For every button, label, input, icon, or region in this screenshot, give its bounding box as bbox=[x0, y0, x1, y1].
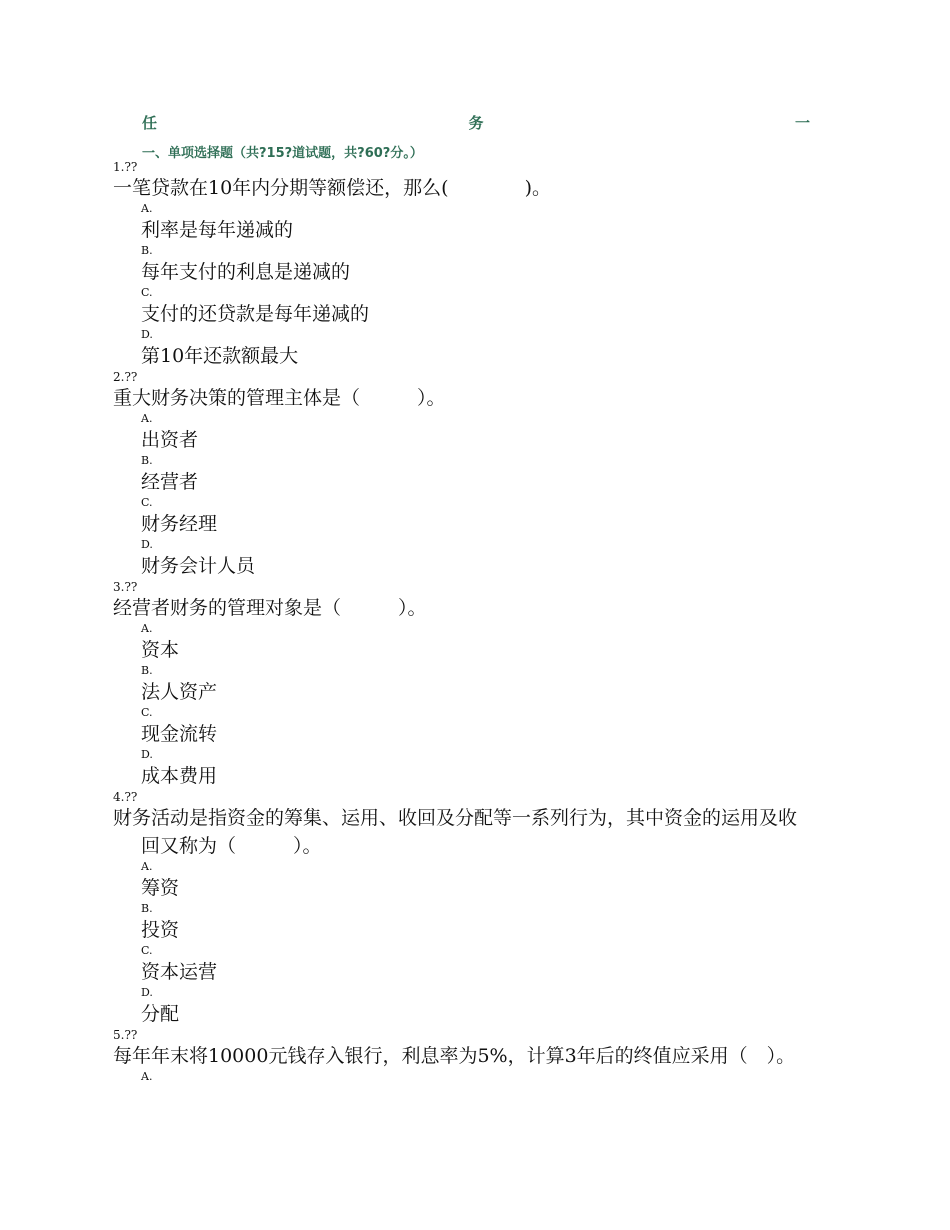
option-letter: B. bbox=[141, 454, 153, 467]
question-stem: 一笔贷款在10年内分期等额偿还，那么( )。 bbox=[113, 177, 552, 199]
option-letter: C. bbox=[141, 944, 153, 957]
option-text[interactable]: 利率是每年递减的 bbox=[141, 219, 294, 241]
option-text[interactable]: 出资者 bbox=[141, 429, 199, 451]
option-text[interactable]: 投资 bbox=[141, 919, 180, 941]
option-letter: C. bbox=[141, 706, 153, 719]
option-text[interactable]: 成本费用 bbox=[141, 765, 218, 787]
option-letter: A. bbox=[141, 860, 153, 873]
question-4 bbox=[113, 790, 813, 1028]
question-stem: 经营者财务的管理对象是（ ）。 bbox=[113, 597, 427, 619]
option-letter: D. bbox=[141, 986, 153, 999]
question-stem: 每年年末将10000元钱存入银行，利息率为5%，计算3年后的终值应采用（ ）。 bbox=[113, 1045, 796, 1067]
question-1 bbox=[113, 160, 813, 370]
option-text[interactable]: 现金流转 bbox=[141, 723, 218, 745]
option-text[interactable]: 经营者 bbox=[141, 471, 199, 493]
question-number: 5.?? bbox=[113, 1028, 138, 1042]
option-text[interactable]: 支付的还贷款是每年递减的 bbox=[141, 303, 370, 325]
option-letter: A. bbox=[141, 412, 153, 425]
question-stem: 重大财务决策的管理主体是（ ）。 bbox=[113, 387, 446, 409]
task-title-char-3: 一 bbox=[794, 114, 810, 132]
question-stem: 财务活动是指资金的筹集、运用、收回及分配等一系列行为，其中资金的运用及收回又称为（ ）。 bbox=[113, 807, 798, 857]
option-text[interactable]: 资本 bbox=[141, 639, 180, 661]
question-number: 1.?? bbox=[113, 160, 138, 174]
option-text[interactable]: 筹资 bbox=[141, 877, 180, 899]
option-letter: B. bbox=[141, 664, 153, 677]
task-title-char-1: 任 bbox=[142, 114, 158, 132]
option-letter: B. bbox=[141, 244, 153, 257]
option-text[interactable]: 第10年还款额最大 bbox=[141, 345, 299, 367]
option-text[interactable]: 财务会计人员 bbox=[141, 555, 256, 577]
question-number: 2.?? bbox=[113, 370, 138, 384]
option-letter: D. bbox=[141, 748, 153, 761]
option-text[interactable]: 财务经理 bbox=[141, 513, 218, 535]
option-text[interactable]: 分配 bbox=[141, 1003, 180, 1025]
option-letter: A. bbox=[141, 202, 153, 215]
question-list bbox=[113, 160, 813, 1084]
task-title bbox=[142, 112, 810, 133]
section-heading: 一、单项选择题（共?15?道试题，共?60?分。） bbox=[142, 146, 423, 161]
question-number: 4.?? bbox=[113, 790, 138, 804]
option-letter: A. bbox=[141, 622, 153, 635]
option-text[interactable]: 法人资产 bbox=[141, 681, 218, 703]
option-letter: D. bbox=[141, 328, 153, 341]
option-text[interactable]: 资本运营 bbox=[141, 961, 218, 983]
option-letter: D. bbox=[141, 538, 153, 551]
question-3 bbox=[113, 580, 813, 790]
option-letter: A. bbox=[141, 1070, 153, 1083]
question-2 bbox=[113, 370, 813, 580]
option-text[interactable]: 每年支付的利息是递减的 bbox=[141, 261, 351, 283]
question-5 bbox=[113, 1028, 813, 1084]
question-number: 3.?? bbox=[113, 580, 138, 594]
option-letter: B. bbox=[141, 902, 153, 915]
option-letter: C. bbox=[141, 496, 153, 509]
option-letter: C. bbox=[141, 286, 153, 299]
task-title-char-2: 务 bbox=[468, 114, 484, 132]
